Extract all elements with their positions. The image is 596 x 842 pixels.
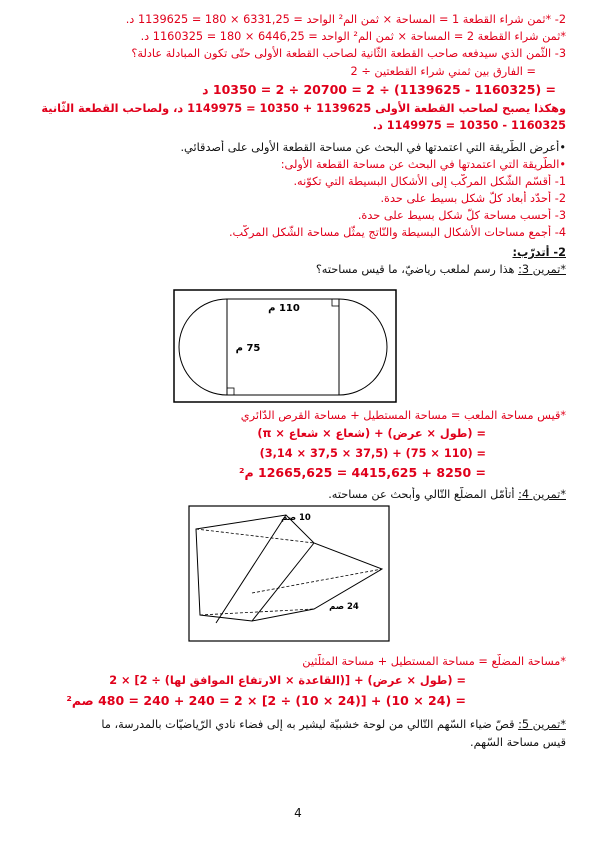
answer-line-7: 1160325 - 10350 = 1149975 د. <box>372 119 566 132</box>
instruction-present: •أعرض الطّريقة التي اعتمدتها في البحث عن مساحة القطعة الأولى على أصدقائي. <box>180 141 566 154</box>
exercise-3-answer-4: = 8250 + 4415,625 = 12665,625 م² <box>239 465 486 480</box>
exercise-3-answer-2: = (طول × عرض) + (شعاع × شعاع × π) <box>257 427 486 440</box>
answer-line-4: = الفارق بين ثمني شراء القطعتين ÷ 2 <box>350 65 536 78</box>
polygon-figure <box>188 505 390 642</box>
answer-line-5: = (1160325 - 1139625) ÷ 2 = 20700 ÷ 2 = 10350 د <box>202 82 556 97</box>
exercise-4-prompt <box>26 487 566 502</box>
exercise-3-answer-3: = (110 × 75) + (37,5 × 37,5 × 3,14) <box>259 447 486 460</box>
exercise-4-text: أتأمّل المضلّع التّالي وأبحث عن مساحته. <box>328 488 519 501</box>
method-heading: •الطّريقة التي اعتمدتها في البحث عن مساحة القطعة الأولى: <box>280 158 566 171</box>
exercise-3-label: *تمرين 3: <box>518 263 566 276</box>
answer-line-1: 2- *ثمن شراء القطعة 1 = المساحة × ثمن الم² الواحد = 6331,25 × 180 = 1139625 د. <box>125 13 566 26</box>
method-step-1: 1- أقسّم الشّكل المركّب إلى الأشكال البسيطة التي تكوّنه. <box>293 175 566 188</box>
exercise-3-prompt <box>26 262 566 277</box>
answer-line-6: وهكذا يصبح لصاحب القطعة الأولى 1139625 + 10350 = 1149975 د، ولصاحب القطعة الثّانية <box>41 102 566 115</box>
method-step-2: 2- أحدّد أبعاد كلّ شكل بسيط على حدة. <box>380 192 566 205</box>
exercise-4-answer-3: = (24 × 10) + [(24 × 10) ÷ 2] × 2 = 240 + 240 = 480 صم² <box>66 693 466 708</box>
section-heading-practice: 2- أتدرّب: <box>512 246 566 259</box>
stadium-figure <box>173 289 397 403</box>
answer-line-2: *ثمن شراء القطعة 2 = المساحة × ثمن الم² الواحد = 6446,25 × 180 = 1160325 د. <box>140 30 566 43</box>
exercise-5-prompt-cont: قيس مساحة السّهم. <box>470 736 566 749</box>
exercise-4-label: *تمرين 4: <box>518 488 566 501</box>
exercise-5-prompt <box>26 717 566 732</box>
exercise-3-answer-1: *قيس مساحة الملعب = مساحة المستطيل + مساحة القرص الدّائري <box>240 409 566 422</box>
exercise-3-text: هذا رسم لملعب رياضيّ، ما قيس مساحته؟ <box>315 263 519 276</box>
polygon-side-label: 24 صم <box>329 602 359 612</box>
page-number: 4 <box>294 806 302 820</box>
exercise-5-label: *تمرين 5: <box>518 718 566 731</box>
stadium-width-label: 75 م <box>235 343 261 354</box>
exercise-4-answer-2: = (طول × عرض) + [(القاعدة × الارتفاع الموافق لها) ÷ 2] × 2 <box>109 674 466 687</box>
exercise-5-text: قصّ ضياء السّهم التّالي من لوحة خشبيّة ليشير به إلى فضاء نادي الرّياضيّات بالمدرسة، ما <box>101 718 519 731</box>
answer-line-3: 3- الثّمن الذي سيدفعه صاحب القطعة الثّانية لصاحب القطعة الأولى حتّى تكون المبادلة عادلة؟ <box>131 47 566 60</box>
method-step-4: 4- أجمع مساحات الأشكال البسيطة والنّاتج يمثّل مساحة الشّكل المركّب. <box>228 226 566 239</box>
exercise-4-answer-1: *مساحة المضلّع = مساحة المستطيل + مساحة المثلّثين <box>302 655 566 668</box>
stadium-length-label: 110 م <box>268 303 300 314</box>
method-step-3: 3- أحسب مساحة كلّ شكل بسيط على حدة. <box>357 209 566 222</box>
polygon-top-label: 10 صم <box>281 513 311 523</box>
